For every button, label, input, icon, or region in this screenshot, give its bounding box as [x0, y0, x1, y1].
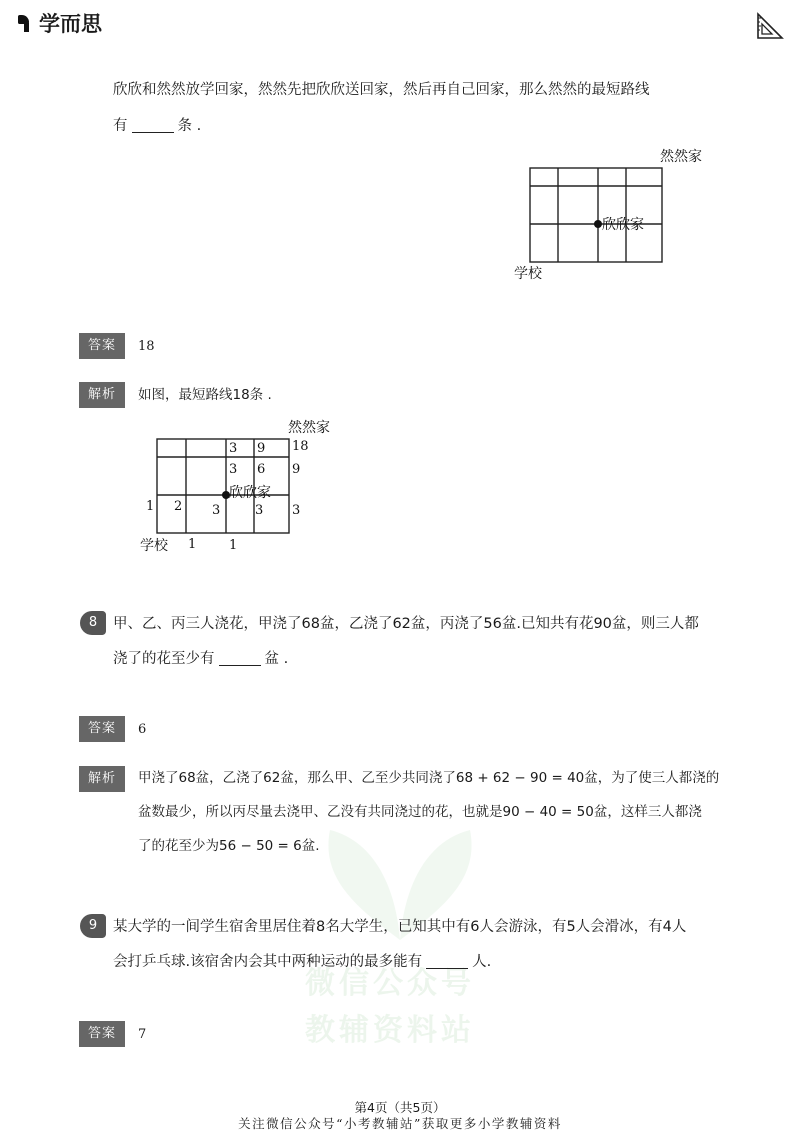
- q7-analysis-tag: 解析: [79, 382, 125, 408]
- q8-answer-blank: [219, 651, 261, 666]
- q7-text-pre: 有: [113, 118, 128, 134]
- q7-solution-xinxin-label: 欣欣家: [229, 485, 271, 501]
- logo-text: 学而思: [39, 12, 102, 36]
- q7-answer-value: 18: [138, 339, 155, 354]
- q9-text-line1: 某大学的一间学生宿舍里居住着8名大学生，已知其中有6人会游泳，有5人会滑冰，有4人: [113, 919, 687, 935]
- grid-num: 9: [292, 462, 301, 477]
- q7-text-post: 条 .: [177, 118, 202, 134]
- grid-num: 3: [212, 503, 221, 518]
- q8-analysis-line1: 甲浇了68盆，乙浇了62盆，那么甲、乙至少共同浇了68 + 62 − 90 = 40盆，为了使三人都浇的: [138, 770, 720, 786]
- q7-solution-school-label: 学校: [140, 538, 168, 554]
- q7-grid-figure: [500, 140, 730, 290]
- ruler-triangle-icon: [756, 12, 784, 40]
- q9-number-badge: 9: [80, 914, 106, 938]
- q9-text-post: 人.: [472, 954, 492, 970]
- q9-text-pre: 会打乒乓球.该宿舍内会其中两种运动的最多能有: [113, 954, 423, 970]
- q7-school-label: 学校: [514, 266, 542, 282]
- q8-analysis-line2: 盆数最少，所以丙尽量去浇甲、乙没有共同浇过的花，也就是90 − 40 = 50盆，这样三人都浇: [138, 804, 702, 820]
- q7-text-line2: [113, 116, 201, 136]
- q7-solution-grid: [140, 412, 360, 557]
- q7-xinxin-dot: [594, 220, 602, 228]
- grid-num: 6: [257, 462, 266, 477]
- q7-solution-ranran-label: 然然家: [288, 420, 330, 436]
- footer-page-number: 第4页（共5页）: [354, 1100, 446, 1115]
- q9-answer-tag: 答案: [79, 1021, 125, 1047]
- watermark-line2: 教辅资料站: [305, 1013, 475, 1048]
- grid-num: 1: [146, 499, 155, 514]
- grid-num: 3: [255, 503, 264, 518]
- q8-analysis-line3: 了的花至少为56 − 50 = 6盆.: [138, 838, 320, 854]
- q8-text-pre: 浇了的花至少有: [113, 651, 215, 667]
- q7-xinxin-label: 欣欣家: [602, 217, 644, 233]
- grid-num: 3: [292, 503, 301, 518]
- q8-answer-tag: 答案: [79, 716, 125, 742]
- q7-answer-blank: [132, 118, 174, 133]
- q8-answer-value: 6: [138, 722, 147, 737]
- grid-num: 9: [257, 441, 266, 456]
- grid-num: 1: [229, 538, 238, 553]
- watermark-line1: 微信公众号: [305, 966, 475, 1001]
- grid-num: 18: [292, 439, 309, 454]
- grid-num: 2: [174, 499, 183, 514]
- q7-ranran-label: 然然家: [660, 149, 702, 165]
- q8-text-line2: [113, 649, 288, 669]
- footer-note: 关注微信公众号“小考教辅站”获取更多小学教辅资料: [238, 1116, 562, 1131]
- grid-num: 3: [229, 462, 238, 477]
- q9-text-line2: [113, 952, 491, 972]
- q8-analysis-tag: 解析: [79, 766, 125, 792]
- q8-text-line1: 甲、乙、丙三人浇花，甲浇了68盆，乙浇了62盆，丙浇了56盆.已知共有花90盆，则三人都: [113, 616, 699, 632]
- q8-text-post: 盆 .: [264, 651, 289, 667]
- q8-number-badge: 8: [80, 611, 106, 635]
- grid-num: 3: [229, 441, 238, 456]
- q9-answer-blank: [426, 954, 468, 969]
- q7-analysis-text: 如图，最短路线18条 .: [138, 387, 272, 403]
- q9-answer-value: 7: [138, 1027, 147, 1042]
- q7-text-line1: 欣欣和然然放学回家，然然先把欣欣送回家，然后再自己回家，那么然然的最短路线: [113, 82, 650, 98]
- logo: [18, 8, 102, 38]
- logo-mark-icon: [18, 14, 36, 32]
- q7-answer-tag: 答案: [79, 333, 125, 359]
- grid-num: 1: [188, 537, 197, 552]
